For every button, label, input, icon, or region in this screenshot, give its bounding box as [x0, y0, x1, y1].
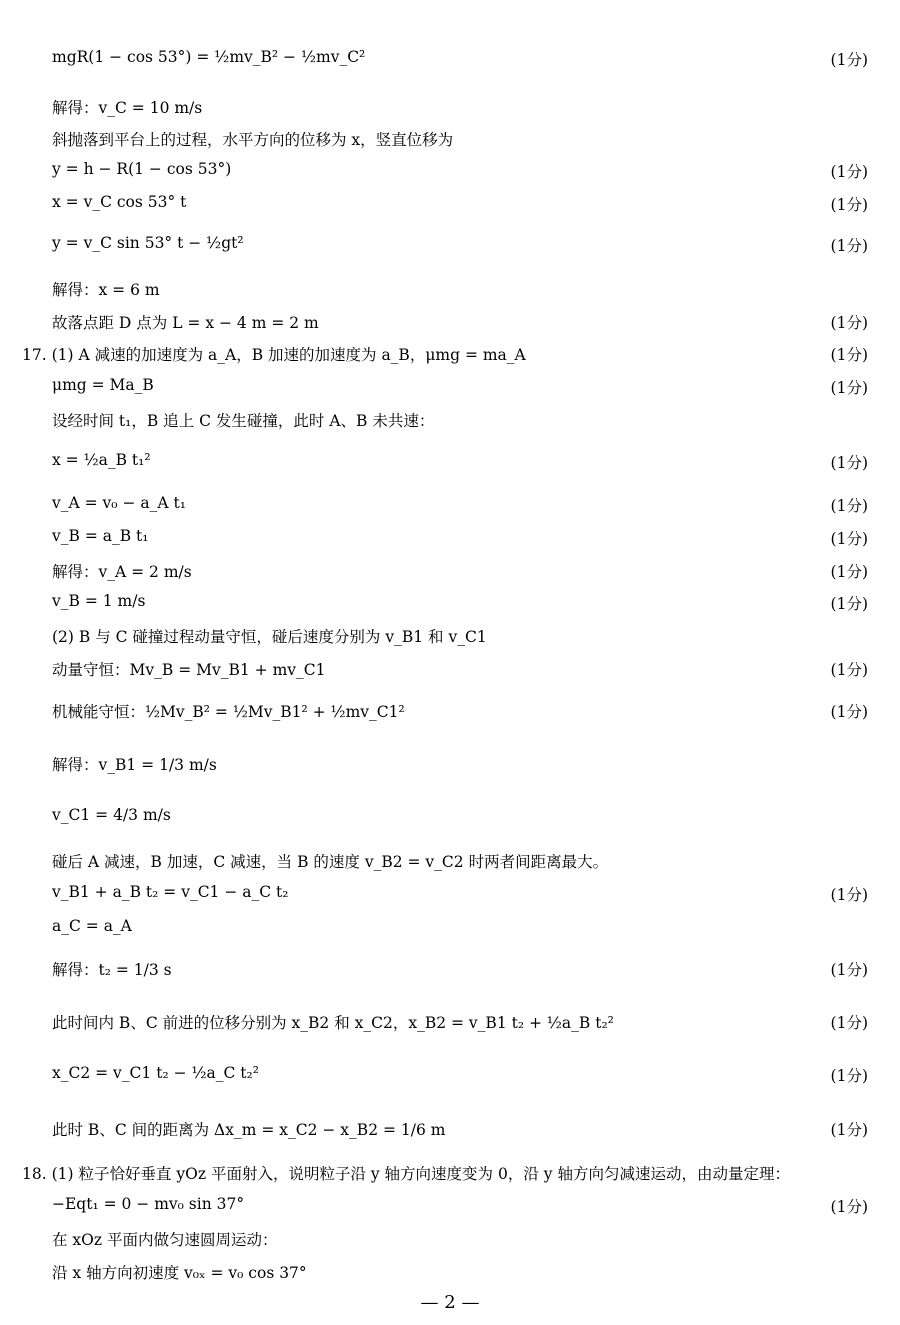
score-label: (1分) — [830, 379, 868, 397]
line-text: (2) B 与 C 碰撞过程动量守恒，碰后速度分别为 v_B1 和 v_C1 — [52, 628, 487, 646]
line-text: 18. (1) 粒子恰好垂直 yOz 平面射入，说明粒子沿 y 轴方向速度变为 0，沿 y 轴方向匀减速运动，由动量定理： — [22, 1165, 790, 1183]
line-text: 动量守恒：Mv_B = Mv_B1 + mv_C1 — [52, 661, 326, 679]
line-text: 解得：t₂ = 1/3 s — [52, 961, 172, 979]
line-text: v_B = 1 m/s — [52, 592, 146, 610]
line-text: 解得：v_C = 10 m/s — [52, 99, 203, 117]
score-label: (1分) — [830, 595, 868, 613]
line-text: 故落点距 D 点为 L = x − 4 m = 2 m — [52, 314, 319, 332]
line-text: x = ½a_B t₁² — [52, 451, 151, 469]
score-label: (1分) — [830, 961, 868, 979]
line-text: y = h − R(1 − cos 53°) — [52, 160, 232, 178]
line-text: 沿 x 轴方向初速度 v₀ₓ = v₀ cos 37° — [52, 1264, 307, 1282]
score-label: (1分) — [830, 563, 868, 581]
line-text: −Eqt₁ = 0 − mv₀ sin 37° — [52, 1195, 245, 1213]
line-text: 机械能守恒：½Mv_B² = ½Mv_B1² + ½mv_C1² — [52, 703, 405, 721]
line-text: μmg = Ma_B — [52, 376, 154, 394]
line-text: 斜抛落到平台上的过程，水平方向的位移为 x，竖直位移为 — [52, 131, 454, 149]
line-text: 解得：v_B1 = 1/3 m/s — [52, 756, 217, 774]
score-label: (1分) — [830, 1121, 868, 1139]
line-text: 解得：x = 6 m — [52, 281, 160, 299]
line-text: y = v_C sin 53° t − ½gt² — [52, 234, 244, 252]
score-label: (1分) — [830, 1067, 868, 1085]
line-text: 此时 B、C 间的距离为 Δx_m = x_C2 − x_B2 = 1/6 m — [52, 1121, 446, 1139]
score-label: (1分) — [830, 1014, 868, 1032]
line-text: v_A = v₀ − a_A t₁ — [52, 494, 186, 512]
line-text: 解得：v_A = 2 m/s — [52, 563, 192, 581]
score-label: (1分) — [830, 1198, 868, 1216]
line-text: x_C2 = v_C1 t₂ − ½a_C t₂² — [52, 1064, 259, 1082]
score-label: (1分) — [830, 237, 868, 255]
line-text: v_C1 = 4/3 m/s — [52, 806, 171, 824]
score-label: (1分) — [830, 196, 868, 214]
line-text: 设经时间 t₁，B 追上 C 发生碰撞，此时 A、B 未共速： — [52, 412, 435, 430]
line-text: 此时间内 B、C 前进的位移分别为 x_B2 和 x_C2，x_B2 = v_B1 t₂ + ½a_B t₂² — [52, 1014, 614, 1032]
score-label: (1分) — [830, 886, 868, 904]
line-text: v_B1 + a_B t₂ = v_C1 − a_C t₂ — [52, 883, 289, 901]
line-text: mgR(1 − cos 53°) = ½mv_B² − ½mv_C² — [52, 48, 366, 66]
line-text: 碰后 A 减速，B 加速，C 减速，当 B 的速度 v_B2 = v_C2 时两者间距离最大。 — [52, 853, 609, 871]
score-label: (1分) — [830, 163, 868, 181]
score-label: (1分) — [830, 703, 868, 721]
line-text: 在 xOz 平面内做匀速圆周运动： — [52, 1231, 278, 1249]
line-text: v_B = a_B t₁ — [52, 527, 149, 545]
score-label: (1分) — [830, 314, 868, 332]
score-label: (1分) — [830, 51, 868, 69]
line-text: x = v_C cos 53° t — [52, 193, 187, 211]
line-text: a_C = a_A — [52, 917, 132, 935]
score-label: (1分) — [830, 454, 868, 472]
score-label: (1分) — [830, 661, 868, 679]
line-text: 17. (1) A 减速的加速度为 a_A，B 加速的加速度为 a_B，μmg = ma_A — [22, 346, 526, 364]
score-label: (1分) — [830, 497, 868, 515]
score-label: (1分) — [830, 530, 868, 548]
page-number: — 2 — — [420, 1292, 480, 1313]
score-label: (1分) — [830, 346, 868, 364]
